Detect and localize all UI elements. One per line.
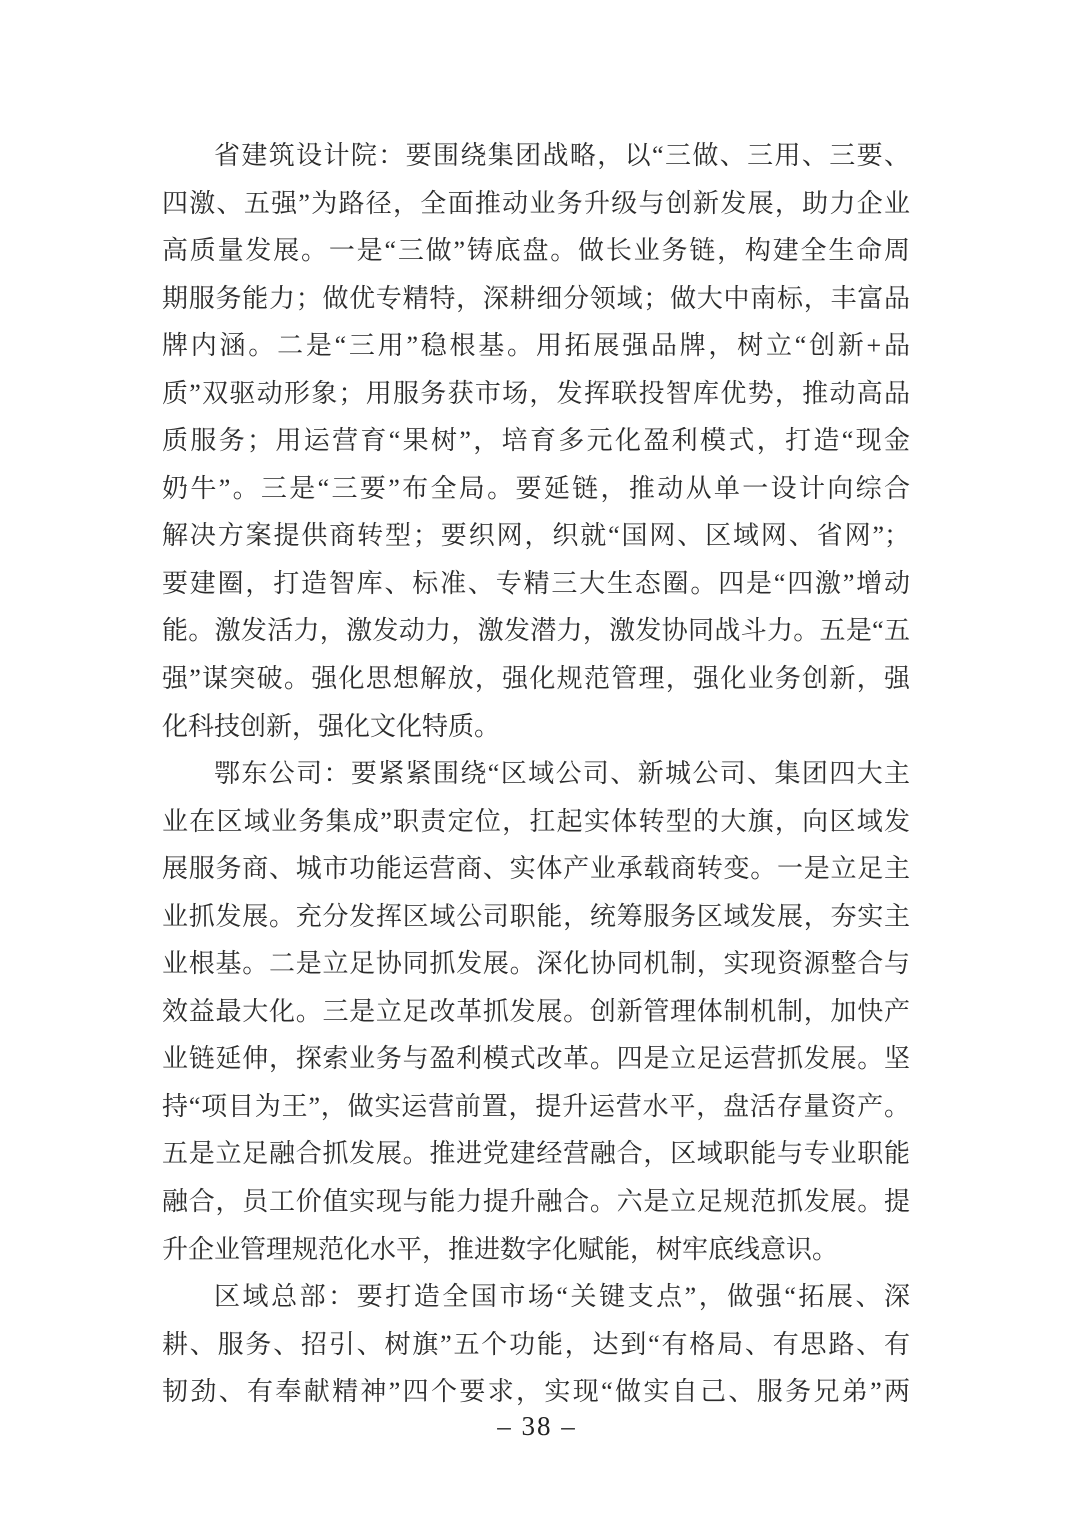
text-line: 质服务；用运营育“果树”，培育多元化盈利模式，打造“现金 — [162, 426, 910, 456]
text-line: 牌内涵。二是“三用”稳根基。用拓展强品牌，树立“创新+品 — [162, 331, 910, 361]
text-line: 奶牛”。三是“三要”布全局。要延链，推动从单一设计向综合 — [162, 473, 910, 503]
text-line: 要建圈，打造智库、标准、专精三大生态圈。四是“四激”增动 — [162, 568, 910, 598]
text-line: 业根基。二是立足协同抓发展。深化协同机制，实现资源整合与 — [162, 949, 910, 979]
paragraph-regional-headquarters — [162, 1273, 910, 1416]
text-line: 高质量发展。一是“三做”铸底盘。做长业务链，构建全生命周 — [162, 236, 910, 266]
text-line: 业在区域业务集成”职责定位，扛起实体转型的大旗，向区域发 — [162, 806, 910, 836]
text-line: 省建筑设计院：要围绕集团战略，以“三做、三用、三要、 — [214, 141, 910, 170]
text-line: 升企业管理规范化水平，推进数字化赋能，树牢底线意识。 — [162, 1234, 839, 1264]
text-line: 鄂东公司：要紧紧围绕“区域公司、新城公司、集团四大主 — [214, 759, 910, 789]
text-line: 强”谋突破。强化思想解放，强化规范管理，强化业务创新，强 — [162, 664, 910, 694]
text-line: 耕、服务、招引、树旗”五个功能，达到“有格局、有思路、有 — [162, 1329, 910, 1359]
text-line: 化科技创新，强化文化特质。 — [162, 711, 501, 741]
text-line: 效益最大化。三是立足改革抓发展。创新管理体制机制，加快产 — [162, 996, 910, 1026]
text-line: 展服务商、城市功能运营商、实体产业承载商转变。一是立足主 — [162, 854, 910, 884]
text-line: 融合，员工价值实现与能力提升融合。六是立足规范抓发展。提 — [162, 1187, 910, 1217]
text-line: 解决方案提供商转型；要织网，织就“国网、区域网、省网”； — [162, 521, 910, 551]
text-line: 能。激发活力，激发动力，激发潜力，激发协同战斗力。五是“五 — [162, 616, 910, 646]
text-line: 区域总部：要打造全国市场“关键支点”，做强“拓展、深 — [214, 1282, 910, 1312]
text-line: 韧劲、有奉献精神”四个要求，实现“做实自己、服务兄弟”两 — [162, 1377, 910, 1407]
document-body — [162, 132, 910, 1416]
text-line: 业链延伸，探索业务与盈利模式改革。四是立足运营抓发展。坚 — [162, 1044, 910, 1074]
text-line: 持“项目为王”，做实运营前置，提升运营水平，盘活存量资产。 — [162, 1091, 910, 1121]
paragraph-province-design-institute — [162, 132, 910, 750]
page-footer — [0, 1408, 1074, 1444]
text-line: 五是立足融合抓发展。推进党建经营融合，区域职能与专业职能 — [162, 1139, 910, 1169]
text-line: 期服务能力；做优专精特，深耕细分领域；做大中南标，丰富品 — [162, 283, 910, 313]
paragraph-edong-company — [162, 750, 910, 1273]
text-line: 业抓发展。充分发挥区域公司职能，统筹服务区域发展，夯实主 — [162, 901, 910, 931]
page-number: – 38 – — [497, 1411, 577, 1441]
text-line: 四激、五强”为路径，全面推动业务升级与创新发展，助力企业 — [162, 188, 910, 218]
text-line: 质”双驱动形象；用服务获市场，发挥联投智库优势，推动高品 — [162, 378, 910, 408]
